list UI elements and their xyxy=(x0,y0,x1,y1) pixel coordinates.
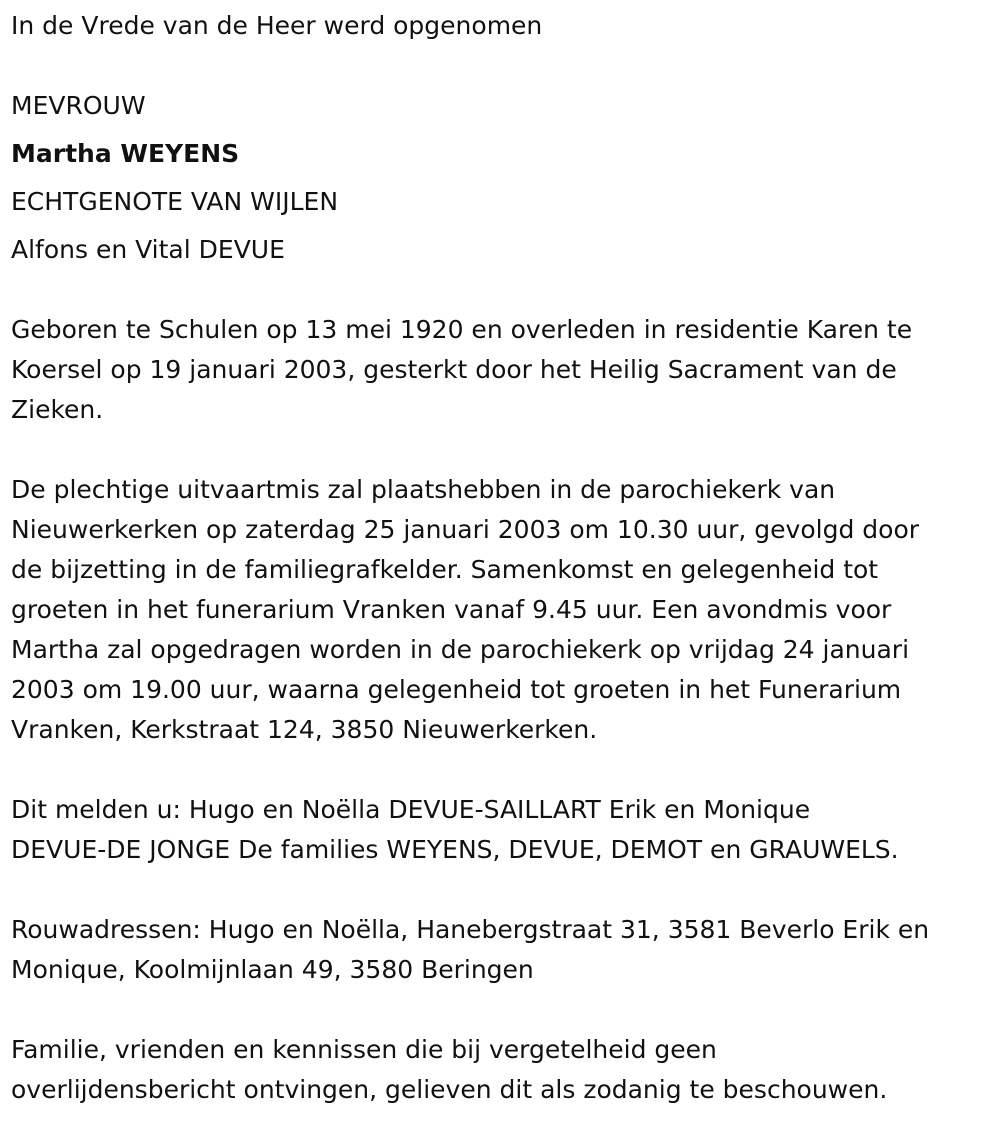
spouses-line: Alfons en Vital DEVUE xyxy=(11,235,285,264)
addresses-paragraph xyxy=(11,910,986,990)
closing-line: Familie, vrienden en kennissen die bij vergetelheid geen xyxy=(11,1035,717,1064)
funeral-line: groeten in het funerarium Vranken vanaf 9.45 uur. Een avondmis voor xyxy=(11,595,892,624)
funeral-line: Nieuwerkerken op zaterdag 25 januari 2003 om 10.30 uur, gevolgd door xyxy=(11,515,920,544)
funeral-paragraph xyxy=(11,470,986,750)
spacer xyxy=(11,270,986,310)
funeral-line: De plechtige uitvaartmis zal plaatshebben in de parochiekerk van xyxy=(11,475,836,504)
relation-line: ECHTGENOTE VAN WIJLEN xyxy=(11,187,339,216)
spacer xyxy=(11,46,986,86)
addresses-line: Rouwadressen: Hugo en Noëlla, Hanebergstraat 31, 3581 Beverlo Erik en xyxy=(11,915,930,944)
birth-death-line: Geboren te Schulen op 13 mei 1920 en overleden in residentie Karen te xyxy=(11,315,913,344)
spacer xyxy=(11,870,986,910)
funeral-line: Vranken, Kerkstraat 124, 3850 Nieuwerkerken. xyxy=(11,715,598,744)
obituary-document xyxy=(11,6,986,1110)
intro-line: In de Vrede van de Heer werd opgenomen xyxy=(11,11,543,40)
spacer xyxy=(11,750,986,790)
spacer xyxy=(11,174,986,182)
title-line: MEVROUW xyxy=(11,91,146,120)
funeral-line: de bijzetting in de familiegrafkelder. Samenkomst en gelegenheid tot xyxy=(11,555,879,584)
birth-death-line: Zieken. xyxy=(11,395,104,424)
spacer xyxy=(11,222,986,230)
funeral-line: 2003 om 19.00 uur, waarna gelegenheid tot groeten in het Funerarium xyxy=(11,675,902,704)
spacer xyxy=(11,126,986,134)
closing-paragraph xyxy=(11,1030,986,1110)
announcers-line: Dit melden u: Hugo en Noëlla DEVUE-SAILLART Erik en Monique xyxy=(11,795,811,824)
birth-death-paragraph xyxy=(11,310,986,430)
addresses-line: Monique, Koolmijnlaan 49, 3580 Beringen xyxy=(11,955,534,984)
birth-death-line: Koersel op 19 januari 2003, gesterkt door het Heilig Sacrament van de xyxy=(11,355,897,384)
spacer xyxy=(11,990,986,1030)
announcers-paragraph xyxy=(11,790,986,870)
closing-line: overlijdensbericht ontvingen, gelieven dit als zodanig te beschouwen. xyxy=(11,1075,888,1104)
announcers-line: DEVUE-DE JONGE De families WEYENS, DEVUE, DEMOT en GRAUWELS. xyxy=(11,835,899,864)
deceased-name: Martha WEYENS xyxy=(11,139,240,168)
spacer xyxy=(11,430,986,470)
funeral-line: Martha zal opgedragen worden in de parochiekerk op vrijdag 24 januari xyxy=(11,635,910,664)
